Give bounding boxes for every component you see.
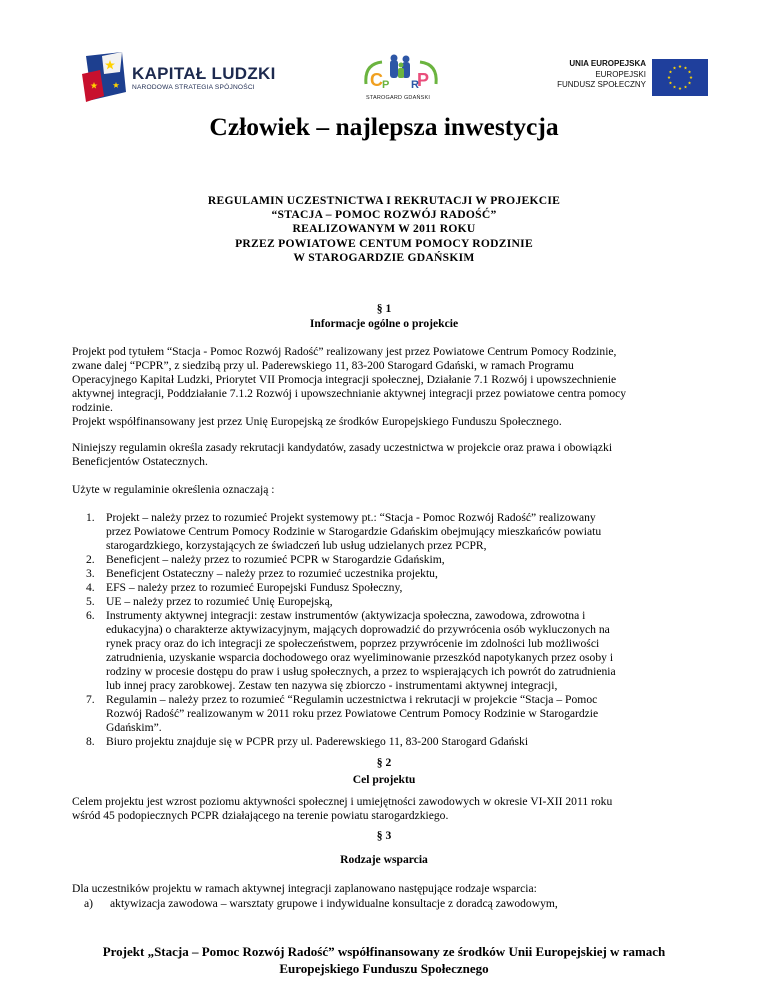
paragraph-line: zwane dalej “PCPR”, z siedzibą przy ul. Paderewskiego 11, 83-200 Starogard Gdański, w ramach Programu [72,359,574,372]
list-line: zatrudnienia, uzyskanie wsparcia dochodowego oraz wyeliminowanie przeszkód napotykanych przez osoby i [106,651,614,664]
regulation-heading [0,194,768,265]
list-number: 8. [86,735,95,748]
list-number: 2. [86,553,95,566]
paragraph-line: rodzinie. [72,401,113,414]
list-item [72,581,696,595]
list-line: Instrumenty aktywnej integracji: zestaw instrumentów (aktywizacja społeczna, zawodowa, zdrowotna i [106,609,586,622]
paragraph-line: Projekt współfinansowany jest przez Unię Europejską ze środków Europejskiego Funduszu Społecznego. [72,415,562,428]
list-line: Biuro projektu znajduje się w PCPR przy ul. Paderewskiego 11, 83-200 Starogard Gdański [106,735,529,748]
pcpr-caption: STAROGARD GDAŃSKI [366,95,431,101]
paragraph-line: Niniejszy regulamin określa zasady rekrutacji kandydatów, zasady uczestnictwa w projekcie oraz prawa i obowiązki [72,441,613,454]
heading-line: “STACJA – POMOC ROZWÓJ RADOŚĆ” [271,208,497,222]
pcpr-letter-r: R [411,79,419,91]
footer-line: Projekt „Stacja – Pomoc Rozwój Radość” współfinansowany ze środków Unii Europejskiej w ramach [102,944,666,959]
section-number: § 1 [376,302,392,315]
list-number: 7. [86,693,95,706]
eu-efs-logo [528,47,712,103]
list-line: Beneficjent Ostateczny – należy przez to rozumieć uczestnika projektu, [106,567,438,580]
paragraph-line: aktywnej integracji, Poddziałanie 7.1.2 Rozwój i upowszechnianie aktywnej integracji przez powiatowe centra pomocy [72,387,627,400]
paragraph-line: Projekt pod tytułem “Stacja - Pomoc Rozwój Radość” realizowany jest przez Powiatowe Centrum Pomocy Rodzinie, [72,345,617,358]
list-letter: a) [84,897,94,910]
list-number: 1. [86,511,95,524]
list-item [72,693,696,735]
pcpr-letter-c: C [370,70,383,90]
eu-line3: FUNDUSZ SPOŁECZNY [557,80,646,89]
list-item [72,595,696,609]
eu-line2: EUROPEJSKI [595,69,646,79]
section-title: Informacje ogólne o projekcie [309,317,459,330]
list-line: Gdańskim”. [106,721,162,734]
list-item [72,553,696,567]
list-item [72,567,696,581]
list-number: 5. [86,595,95,608]
support-intro: Dla uczestników projektu w ramach aktywnej integracji zaplanowano następujące rodzaje wsparcia: [72,882,537,895]
list-number: 4. [86,581,95,594]
terms-intro: Użyte w regulaminie określenia oznaczają : [72,483,275,496]
scope-paragraph [72,441,696,469]
paragraph-line: wśród 45 podopiecznych PCPR działającego na terenie powiatu starogardzkiego. [72,809,449,822]
list-line: edukacyjna) o charakterze aktywizacyjnym, mających doprowadzić do przywrócenia osób wykluczonych na [106,623,610,636]
kapital-ludzki-logo [82,46,276,104]
section-title: Cel projektu [352,773,416,786]
list-line: Projekt – należy przez to rozumieć Projekt systemowy pt.: “Stacja - Pomoc Rozwój Radość” realizowany [106,511,596,524]
eu-efs-text [557,59,646,91]
list-item [72,735,696,749]
logo-bar [0,0,768,100]
section-number: § 2 [376,756,392,769]
section-title: Rodzaje wsparcia [340,853,428,866]
definitions-list [72,511,696,749]
kapital-ludzki-subtitle: NARODOWA STRATEGIA SPÓJNOŚCI [132,84,255,91]
list-line: EFS – należy przez to rozumieć Europejski Fundusz Społeczny, [106,581,403,594]
eu-flag-icon [652,59,708,96]
list-item [72,897,696,911]
document-title: Człowiek – najlepsza inwestycja [209,112,559,141]
paragraph-line: Operacyjnego Kapitał Ludzki, Priorytet VII Promocja integracji społecznej, Działanie 7.1 Rozwój i upowszechnienie [72,373,617,386]
support-list [72,897,696,911]
pcpr-family-icon [360,54,442,96]
heading-line: W STAROGARDZIE GDAŃSKIM [293,250,475,264]
paragraph-line: Beneficjentów Ostatecznych. [72,455,208,468]
list-item [72,511,696,553]
heading-line: REGULAMIN UCZESTNICTWA I REKRUTACJI W PROJEKCIE [207,194,561,207]
list-line: rodziny w procesie dostępu do praw i usług społecznych, a przez to wspierających ich powrót do zatrudnienia [106,665,616,678]
list-line: Beneficjent – należy przez to rozumieć PCPR w Starogardzie Gdańskim, [106,553,445,566]
heading-line: PRZEZ POWIATOWE CENTUM POMOCY RODZINIE [235,236,533,250]
list-line: lub innej pracy zarobkowej. Zestaw ten nazywa się zbiorczo - instrumentami aktywnej integracji, [106,679,558,692]
goal-paragraph [72,795,696,823]
page-footer [0,943,768,977]
list-line: Rozwój Radość” realizowanym w 2011 roku przez Powiatowe Centrum Pomocy Rodzinie w Starogardzie [106,707,599,720]
heading-line: REALIZOWANYM W 2011 ROKU [292,222,476,236]
list-line: starogardzkiego, korzystających ze świadczeń lub usług udzielanych przez PCPR, [106,539,487,552]
pcpr-logo [360,54,442,106]
section-number: § 3 [376,829,392,842]
list-number: 6. [86,609,95,622]
footer-line: Europejskiego Funduszu Społecznego [279,961,489,976]
list-line: Regulamin – należy przez to rozumieć “Regulamin uczestnictwa i rekrutacji w projekcie “Stacja – Pomoc [106,693,598,706]
list-number: 3. [86,567,95,580]
eu-title: UNIA EUROPEJSKA [569,59,646,68]
list-line: przez Powiatowe Centrum Pomocy Rodzinie w Starogardzie Gdańskim obejmujący mieszkańców powiatu [106,525,602,538]
list-text: aktywizacja zawodowa – warsztaty grupowe i indywidualne konsultacje z doradcą zawodowym, [110,897,558,910]
kapital-ludzki-title: KAPITAŁ LUDZKI [132,64,276,83]
kapital-ludzki-emblem-icon [82,52,128,104]
paragraph-line: Celem projektu jest wzrost poziomu aktywności społecznej i umiejętności zawodowych w okresie VI-XII 2011 roku [72,795,613,808]
list-item [72,609,696,693]
list-line: rynek pracy oraz do ich integracji ze społeczeństwem, poprzez przywrócenie im zdolności lub możliwości [106,637,600,650]
list-line: UE – należy przez to rozumieć Unię Europejską, [106,595,333,608]
pcpr-letter-p2: P [382,79,390,91]
project-intro-paragraph [72,345,696,429]
pcpr-letter-p: P [417,70,430,90]
